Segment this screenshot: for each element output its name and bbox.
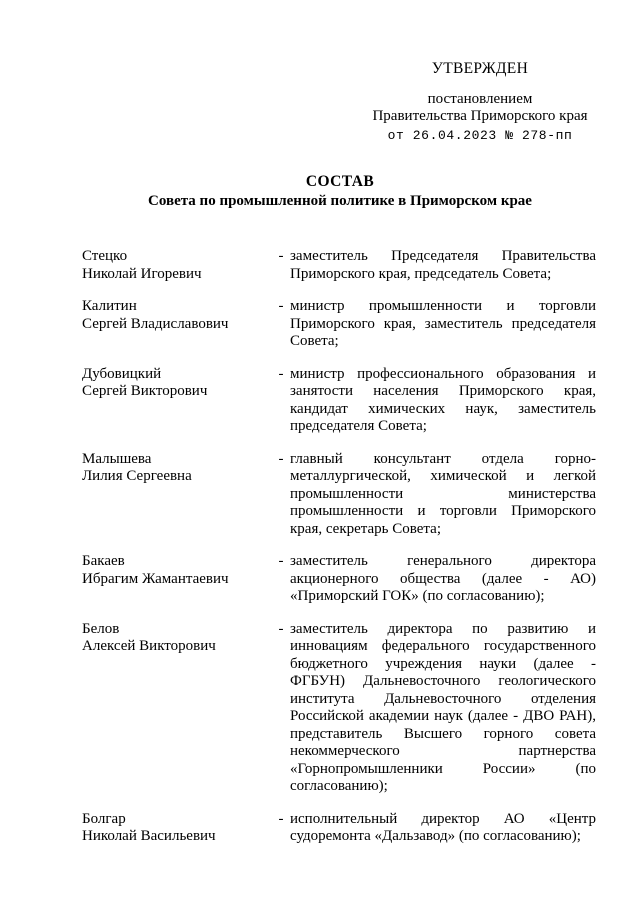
member-dash: - — [278, 620, 284, 637]
member-role: исполнительный директор АО «Центр судоремонта «Дальзавод» (по согласованию); — [290, 810, 596, 844]
title-heading: СОСТАВ — [305, 173, 375, 190]
member-dash: - — [278, 553, 284, 569]
document-title — [0, 173, 640, 210]
member-role: главный консультант отдела горно-металлургической, химической и легкой промышленности министерства промышленности и торговли Приморского края, секретарь Совета; — [290, 450, 596, 537]
member-role: министр профессионального образования и занятости населения Приморского края, кандидат химических наук, заместитель председателя Совета; — [290, 365, 596, 434]
member-name — [82, 451, 272, 539]
approval-block — [360, 60, 600, 144]
approval-line-1: постановлением — [427, 90, 533, 107]
member-role: заместитель директора по развитию и инновациям федерального государственного бюджетного учреждения науки (далее - ФГБУН) Дальневосточного геологического института Дальневосточного отделения Российской академии наук (далее - ДВО РАН), представитель Высшего горного совета некоммерческого партнерства «Горнопромышленники России» (по согласованию); — [290, 620, 596, 794]
title-subheading: Совета по промышленной политике в Приморском крае — [148, 192, 532, 209]
member-surname: Малышева — [82, 450, 152, 467]
member-dash: - — [278, 810, 284, 827]
member-role: заместитель Председателя Правительства Приморского края, председатель Совета; — [290, 248, 596, 282]
decree-reference: от 26.04.2023 № 278-пп — [387, 127, 573, 143]
member-given-name: Алексей Викторович — [82, 638, 216, 654]
member-dash: - — [278, 450, 284, 467]
member-dash: - — [278, 298, 284, 314]
member-given-name: Николай Васильевич — [82, 828, 216, 844]
member-given-name: Ибрагим Жамантаевич — [82, 570, 229, 587]
member-role: заместитель генерального директора акционерного общества (далее - АО) «Приморский ГОК» (по согласованию); — [290, 553, 596, 604]
member-name — [82, 366, 272, 436]
member-surname: Белов — [82, 620, 120, 637]
member-surname: Дубовицкий — [82, 365, 162, 382]
member-name — [82, 811, 272, 846]
member-surname: Стецко — [82, 248, 128, 264]
member-name — [82, 298, 272, 351]
approval-line-2: Правительства Приморского края — [372, 108, 588, 124]
approved-stamp: УТВЕРЖДЕН — [431, 60, 529, 77]
member-dash: - — [278, 365, 284, 382]
member-entry — [82, 451, 596, 539]
member-role: министр промышленности и торговли Приморского края, заместитель председателя Совета; — [290, 298, 596, 349]
member-entry — [82, 298, 596, 351]
member-surname: Бакаев — [82, 553, 125, 569]
member-entry — [82, 811, 596, 846]
member-given-name: Сергей Викторович — [82, 383, 208, 399]
members-list — [82, 248, 596, 861]
member-entry — [82, 248, 596, 283]
member-surname: Болгар — [82, 810, 126, 827]
member-given-name: Николай Игоревич — [82, 265, 202, 282]
member-given-name: Сергей Владиславович — [82, 315, 229, 332]
member-entry — [82, 366, 596, 436]
member-given-name: Лилия Сергеевна — [82, 468, 192, 484]
member-entry — [82, 621, 596, 796]
member-surname: Калитин — [82, 298, 137, 314]
member-entry — [82, 553, 596, 606]
member-name — [82, 621, 272, 796]
member-name — [82, 553, 272, 606]
member-name — [82, 248, 272, 283]
member-dash: - — [278, 248, 284, 264]
